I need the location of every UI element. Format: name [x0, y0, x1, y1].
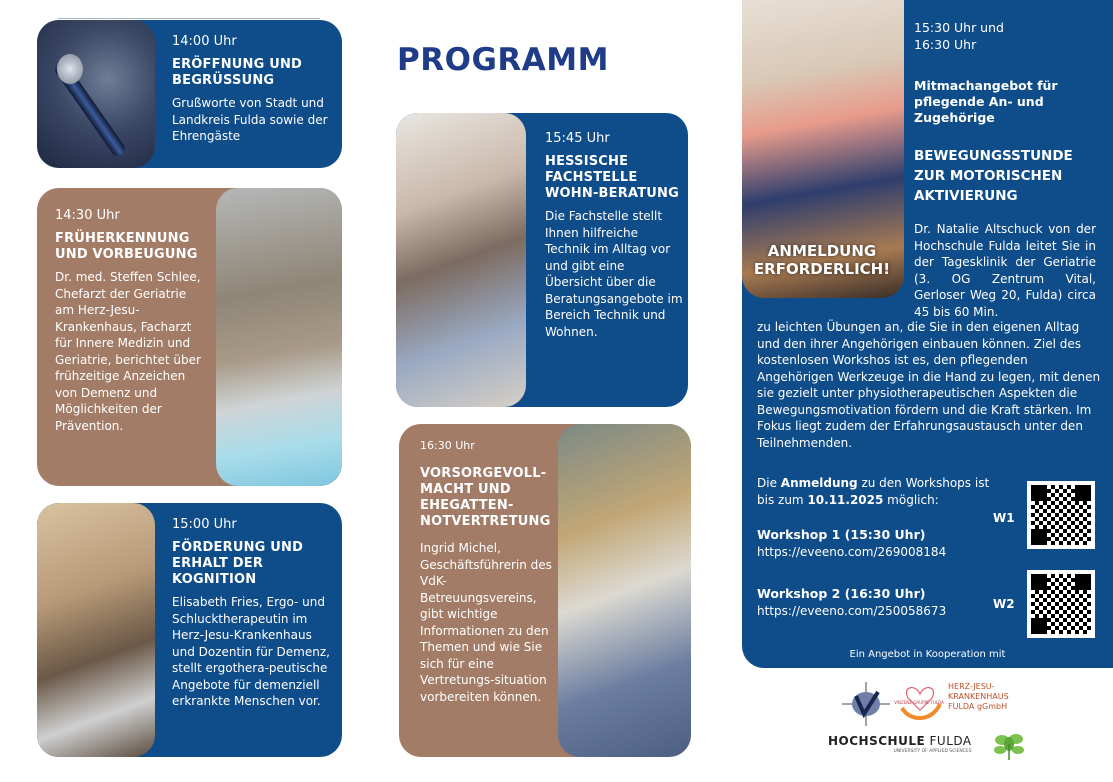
- workshop-title: BEWEGUNGSSTUNDE ZUR MOTORISCHEN AKTIVIERUNG: [914, 148, 1073, 204]
- university-leaf-icon: [992, 730, 1026, 760]
- qr-label-w2: W2: [993, 597, 1015, 611]
- qr-code-icon: [1031, 574, 1091, 634]
- session-description: Die Fachstelle stellt Ihnen hilfreiche Technik im Alltag vor und gibt eine Übersicht über die Beratungsangebote im Bereich Technik und Wohnen.: [545, 209, 683, 339]
- cooperation-note: Ein Angebot in Kooperation mit: [849, 649, 1006, 660]
- session-title: VORSORGEVOLL-MACHT UND EHEGATTEN-NOTVERTRETUNG: [420, 466, 551, 529]
- session-time: 15:00 Uhr: [172, 517, 237, 532]
- workshop-2-url[interactable]: https://eveeno.com/250058673: [757, 603, 947, 618]
- qr-code-w1[interactable]: [1027, 481, 1095, 549]
- workshop-2-link-block: [757, 586, 997, 619]
- session-card-housing-advice: [396, 113, 688, 407]
- caregiver-photo: [396, 113, 526, 407]
- session-card-power-of-attorney: [399, 424, 691, 757]
- top-rule: [58, 18, 320, 19]
- hospital-logo-text: HERZ-JESU- KRANKENHAUS FULDA gGmbH: [948, 682, 1009, 711]
- tablet-consultation-photo: [216, 188, 342, 486]
- session-time: 14:30 Uhr: [55, 208, 120, 223]
- session-card-opening: [37, 20, 342, 168]
- nurse-senior-photo: [558, 424, 691, 757]
- session-title: FÖRDERUNG UND ERHALT DER KOGNITION: [172, 540, 304, 587]
- session-time: 16:30 Uhr: [420, 439, 475, 452]
- workshop-1-url[interactable]: https://eveeno.com/269008184: [757, 544, 947, 559]
- session-title: FRÜHERKENNUNG UND VORBEUGUNG: [55, 231, 198, 262]
- registration-required-badge: ANMELDUNG ERFORDERLICH!: [753, 242, 891, 278]
- microphone-photo: [37, 20, 155, 168]
- session-description: Ingrid Michel, Geschäftsführerin des VdK-Betreuungsvereins, gibt wichtige Informationen zu den Themen und wie Sie sich für eine Vertretungs-situation vorbereiten können.: [420, 541, 552, 704]
- workshop-2-label: Workshop 2 (16:30 Uhr): [757, 586, 926, 601]
- workshop-description-top: Dr. Natalie Altschuck von der Hochschule Fulda leitet Sie in der Tagesklinik der Geriatrie (3. OG Zentrum Vital, Gerloser Weg 20, Fulda) circa 45 bis 60 Min.: [914, 222, 1096, 319]
- vinzenz-gruppe-text: VINZENZ GRUPPE FULDA: [894, 700, 944, 705]
- session-time: 14:00 Uhr: [172, 34, 237, 49]
- session-description: Dr. med. Steffen Schlee, Chefarzt der Geriatrie am Herz-Jesu-Krankenhaus, Facharzt für Innere Medizin und Geriatrie, berichtet über frühzeitige Anzeichen von Demenz und Möglichkeiten der Prävention.: [55, 270, 201, 433]
- exercise-class-photo: [742, 0, 904, 298]
- puzzle-photo: [37, 503, 155, 757]
- workshop-1-label: Workshop 1 (15:30 Uhr): [757, 527, 926, 542]
- qr-code-icon: [1031, 485, 1091, 545]
- session-description: Elisabeth Fries, Ergo- und Schlucktherapeutin im Herz-Jesu-Krankenhaus und Dozentin für Demenz, stellt ergothera-peutische Angebote für demenziell erkrankte Menschen vor.: [172, 595, 330, 708]
- university-logo: HOCHSCHULE FULDA UNIVERSITY OF APPLIED SCIENCES: [828, 734, 972, 754]
- workshop-panel: [742, 0, 1113, 668]
- session-title: ERÖFFNUNG UND BEGRÜSSUNG: [172, 57, 303, 88]
- session-card-early-detection: [37, 188, 342, 486]
- registration-info: Die Anmeldung zu den Workshops ist bis zum 10.11.2025 möglich:: [757, 476, 990, 507]
- page-title: PROGRAMM: [397, 42, 609, 78]
- session-title: HESSISCHE FACHSTELLE WOHN-BERATUNG: [545, 154, 679, 201]
- workshop-times: 15:30 Uhr und 16:30 Uhr: [914, 20, 1004, 52]
- qr-label-w1: W1: [993, 511, 1015, 525]
- session-card-cognition: [37, 503, 342, 757]
- session-time: 15:45 Uhr: [545, 131, 610, 146]
- workshop-description-bottom: zu leichten Übungen an, die Sie in den eigenen Alltag und den ihrer Angehörigen einbauen können. Ziel des kostenlosen Workshos ist es, den pflegenden Angehörigen Werkzeuge in die Hand zu legen, mit denen sie gezielt unter physiotherapeutischen Aspekten die Bewegungsmotivation fördern und die Kraft stärken. Im Fokus liegt zudem der Erfahrungsaustausch unter den Teilnehmenden.: [757, 320, 1101, 450]
- session-description: Grußworte von Stadt und Landkreis Fulda sowie der Ehrengäste: [172, 96, 328, 143]
- workshop-1-link-block: [757, 527, 997, 560]
- partner-logos: [820, 676, 1040, 771]
- workshop-subtitle: Mitmachangebot für pflegende An- und Zugehörige: [914, 78, 1058, 125]
- vinzenz-v-logo-icon: [842, 682, 890, 726]
- qr-code-w2[interactable]: [1027, 570, 1095, 638]
